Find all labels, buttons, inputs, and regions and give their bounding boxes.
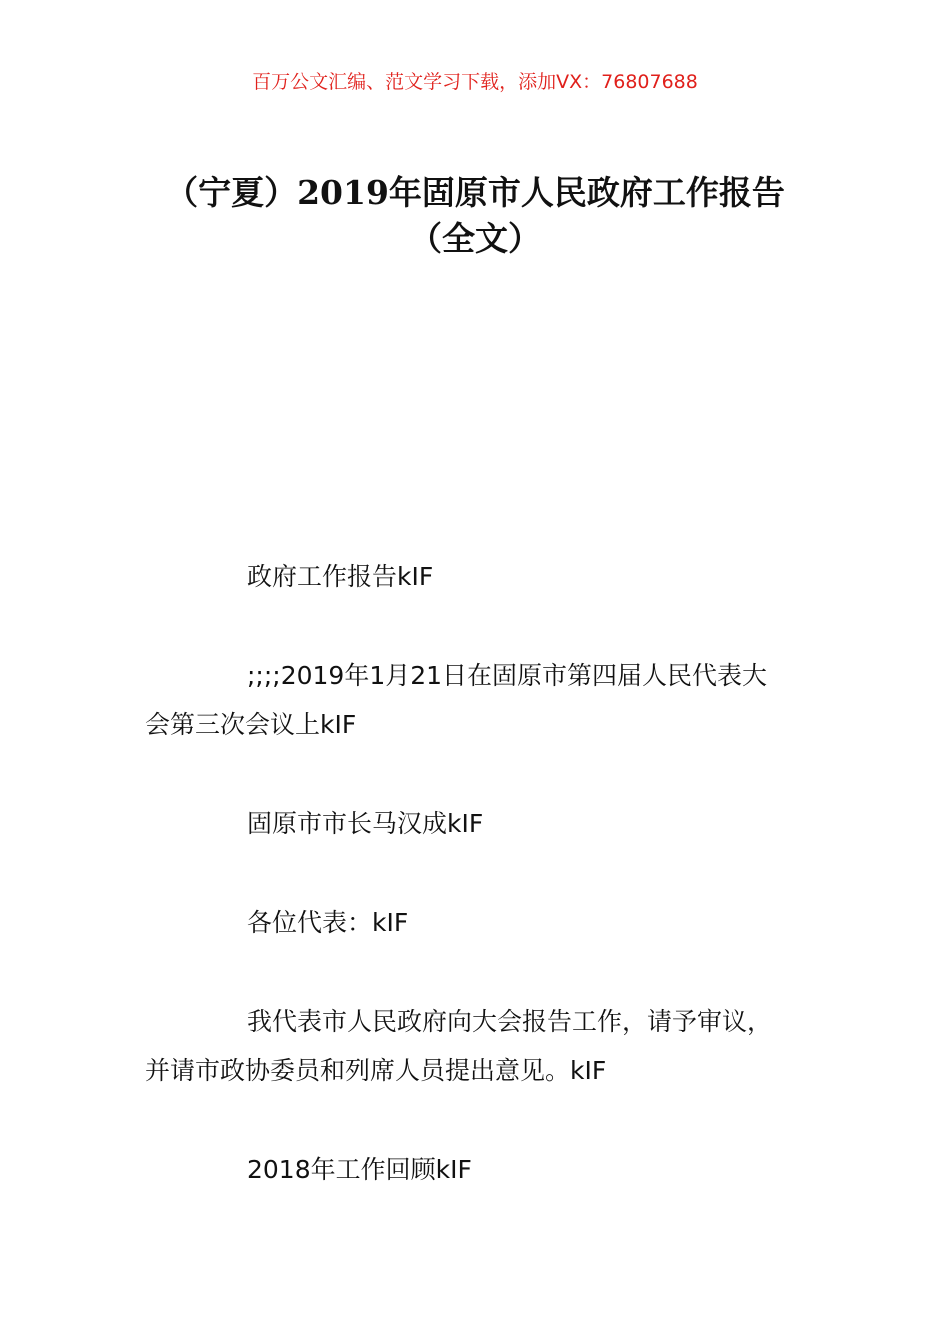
paragraph-section-heading [145,1145,810,1194]
document-title-line-1: （宁夏）2019年固原市人民政府工作报告 [165,173,785,213]
paragraph-speaker [145,799,810,848]
paragraph-line: 2018年工作回顾kIF [247,1155,472,1184]
paragraph-line: 我代表市人民政府向大会报告工作，请予审议， [247,1007,773,1036]
paragraph-report-heading [145,552,810,601]
promo-header-note: 百万公文汇编、范文学习下载，添加VX：76807688 [252,71,698,93]
document-body [145,552,810,1244]
paragraph-line: 固原市市长马汉成kIF [247,809,484,838]
paragraph-line: 政府工作报告kIF [247,562,434,591]
paragraph-introduction [145,997,810,1095]
paragraph-salutation [145,898,810,947]
paragraph-line: ;;;;2019年1月21日在固原市第四届人民代表大 [247,661,768,690]
paragraph-line: 并请市政协委员和列席人员提出意见。kIF [145,1056,607,1085]
paragraph-line: 各位代表：kIF [247,908,409,937]
paragraph-line: 会第三次会议上kIF [145,710,357,739]
document-title [120,170,830,262]
paragraph-meeting-date [145,651,810,749]
document-title-line-2: （全文） [409,219,541,259]
